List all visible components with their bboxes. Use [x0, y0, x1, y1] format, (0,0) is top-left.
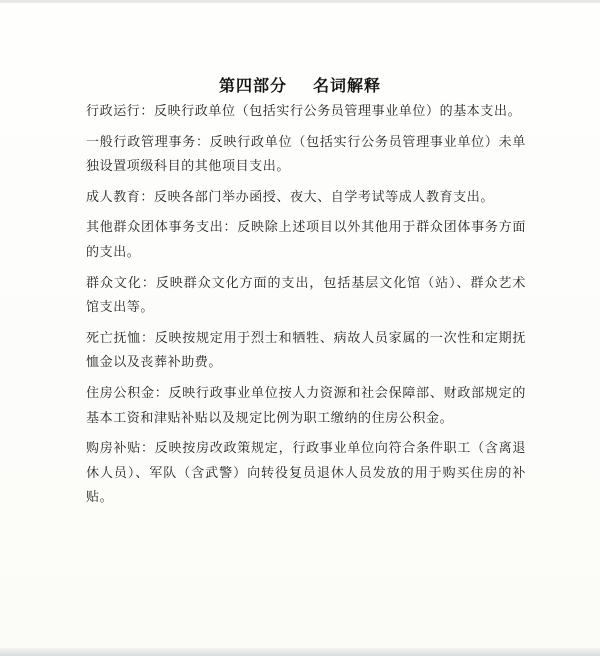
title-part: 第四部分: [218, 76, 287, 95]
title-name: 名词解释: [313, 76, 382, 95]
entry-qunzhong-tuanti: 其他群众团体事务支出：反映除上述项目以外其他用于群众团体事务方面的支出。: [86, 220, 526, 260]
scan-edge-top: [0, 0, 600, 3]
entry-zhufang-gongjijin: 住房公积金：反映行政事业单位按人力资源和社会保障部、财政部规定的基本工资和津贴补贴以及规定比例为职工缴纳的住房公积金。: [86, 385, 526, 426]
entry-xingzheng-yunxing: 行政运行：反映行政单位（包括实行公务员管理事业单位）的基本支出。: [86, 104, 522, 119]
entry-chengren-jiaoyu: 成人教育：反映各部门举办函授、夜大、自学考试等成人教育支出。: [86, 189, 495, 205]
entry-siwang-fuxu: 死亡抚恤：反映按规定用于烈士和牺牲、病故人员家属的一次性和定期抚恤金以及丧葬补助费。: [86, 330, 526, 371]
entry-yiban-xingzheng: 一般行政管理事务：反映行政单位（包括实行公务员管理事业单位）未单独设置项级科目的其他项目支出。: [86, 134, 526, 175]
page-title: [0, 73, 600, 96]
entry-qunzhong-wenhua: 群众文化：反映群众文化方面的支出，包括基层文化馆（站）、群众艺术馆支出等。: [86, 275, 526, 316]
scan-edge-bottom: [0, 648, 600, 656]
glossary-body: [86, 100, 526, 517]
entry-goufang-butie: 购房补贴：反映按房改政策规定，行政事业单位向符合条件职工（含离退休人员）、军队（含武警）向转役复员退休人员发放的用于购买住房的补贴。: [86, 441, 526, 506]
